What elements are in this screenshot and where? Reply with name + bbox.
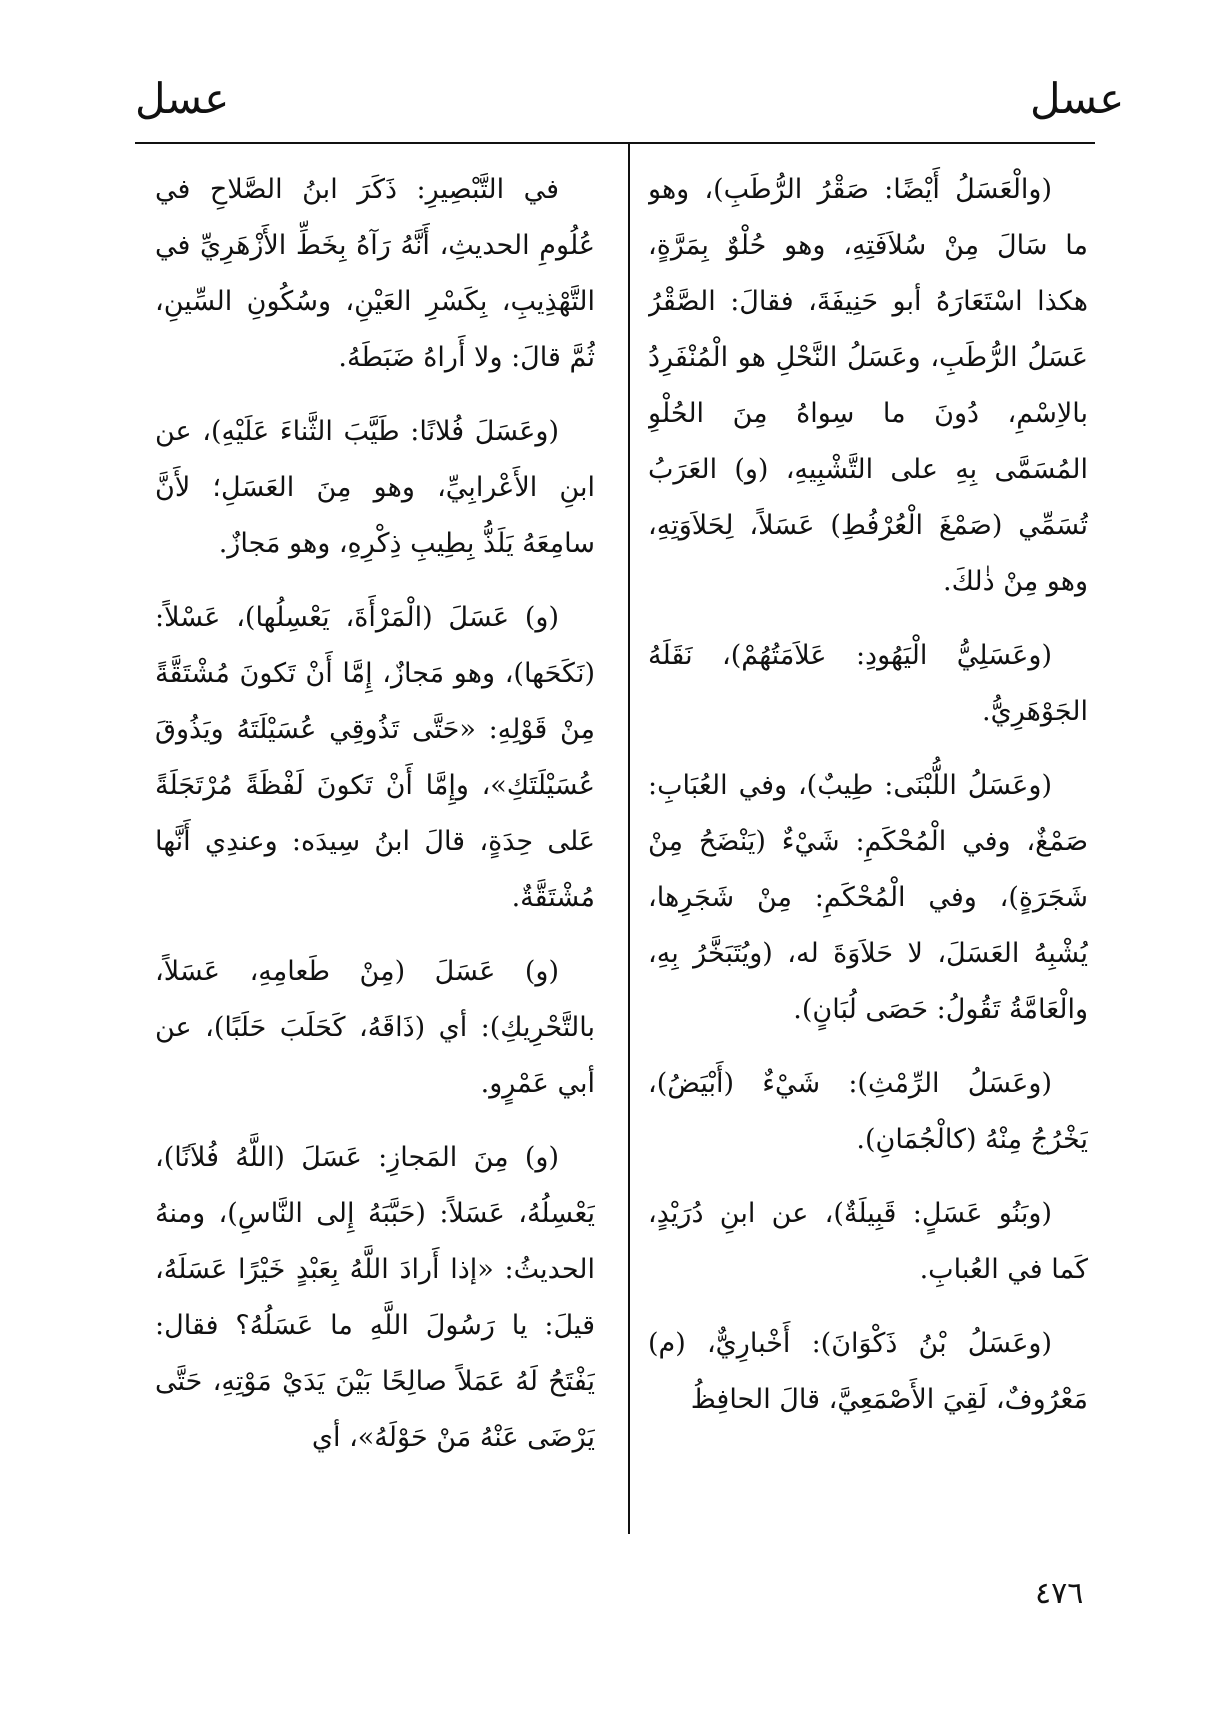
paragraph: (وعَسَلَ فُلانًا: طَيَّبَ الثَّناءَ عَلَيْهِ)، عن ابنِ الأَعْرابِيِّ، وهو مِنَ العَسَلِ؛ لأَنَّ سامِعَهُ يَلَذُّ بِطِيبِ ذِكْرِهِ، وهو مَجازٌ. [155, 416, 595, 559]
header-rule [135, 142, 1095, 144]
paragraph: (والْعَسَلُ أَيْضًا: صَقْرُ الرُّطَبِ)، وهو ما سَالَ مِنْ سُلاَفَتِهِ، وهو حُلْوٌ بِمَرَّةٍ، هكذا اسْتَعَارَهُ أبو حَنِيفَةَ، فقالَ: الصَّقْرُ عَسَلُ الرُّطَبِ، وعَسَلُ النَّحْلِ هو الْمُنْفَرِدُ بالاِسْمِ، دُونَ ما سِواهُ مِنَ الحُلْوِ المُسَمَّى بِهِ على التَّشْبِيهِ، (و) العَرَبُ تُسَمِّي (صَمْغَ الْعُرْفُطِ) عَسَلاً، لِحَلاَوَتِهِ، وهو مِنْ ذٰلكَ. [648, 174, 1088, 597]
paragraph: (وعَسَلُ الرِّمْثِ): شَيْءٌ (أَبْيَضُ)، يَخْرُجُ مِنْهُ (كالْجُمَانِ). [648, 1068, 1088, 1155]
paragraph: (و) عَسَلَ (الْمَرْأَةَ، يَعْسِلُها)، عَسْلاً: (نَكَحَها)، وهو مَجازٌ، إِمَّا أَنْ تَكونَ مُشْتَقَّةً مِنْ قَوْلِهِ: «حَتَّى تَذُوقِي عُسَيْلَتَهُ ويَذُوقَ عُسَيْلَتَكِ»، وإِمَّا أَنْ تَكونَ لَفْظَةً مُرْتَجَلَةً عَلى حِدَةٍ، قالَ ابنُ سِيدَه: وعندِي أَنَّها مُشْتَقَّةٌ. [155, 602, 595, 913]
left-column [155, 162, 595, 1562]
paragraph: (وعَسَلُ اللُّبْنَى: طِيبٌ)، وفي العُبَابِ: صَمْغٌ، وفي الْمُحْكَمِ: شَيْءٌ (يَنْضَحُ مِنْ شَجَرَةٍ)، وفي الْمُحْكَمِ: مِنْ شَجَرِها، يُشْبِهُ العَسَلَ، لا حَلاَوَةَ له، (ويُتَبَخَّرُ بِهِ، والْعَامَّةُ تَقُولُ: حَصَى لُبَانٍ). [648, 770, 1088, 1025]
column-divider [628, 142, 630, 1534]
paragraph: (و) عَسَلَ (مِنْ طَعامِهِ، عَسَلاً، بالتَّحْرِيكِ): أي (ذَاقَهُ، كَحَلَبَ حَلَبًا)، عن أبي عَمْرٍو. [155, 956, 595, 1099]
paragraph: (و) مِنَ المَجازِ: عَسَلَ (اللَّهُ فُلاَنًا)، يَعْسِلُهُ، عَسَلاً: (حَبَّبَهُ إِلى النَّاسِ)، ومنهُ الحديثُ: «إذا أَرادَ اللَّهُ بِعَبْدٍ خَيْرًا عَسَلَهُ، قيلَ: يا رَسُولَ اللَّهِ ما عَسَلُهُ؟ فقال: يَفْتَحُ لَهُ عَمَلاً صالِحًا بَيْنَ يَدَيْ مَوْتِهِ، حَتَّى يَرْضَى عَنْهُ مَنْ حَوْلَهُ»، أي [155, 1142, 595, 1453]
header-word-right: عسل [1030, 74, 1125, 123]
paragraph: في التَّبْصِيرِ: ذَكَرَ ابنُ الصَّلاحِ في عُلُومِ الحديثِ، أَنَّهُ رَآهُ بِخَطِّ الأَزْهَرِيِّ في التَّهْذِيبِ، بِكَسْرِ العَيْنِ، وسُكُونِ السِّينِ، ثُمَّ قالَ: ولا أَراهُ ضَبَطَهُ. [155, 174, 595, 373]
header-word-left: عسل [135, 74, 230, 123]
paragraph: (وعَسَلِيُّ الْيَهُودِ: عَلاَمَتُهُمْ)، نَقَلَهُ الجَوْهَرِيُّ. [648, 640, 1088, 727]
right-column [648, 162, 1088, 1562]
paragraph: (وبَنُو عَسَلٍ: قَبِيلَةٌ)، عن ابنِ دُرَيْدٍ، كَما في العُبابِ. [648, 1198, 1088, 1285]
paragraph: (وعَسَلُ بْنُ ذَكْوَانَ): أَخْبارِيٌّ، (م) مَعْرُوفٌ، لَقِيَ الأَصْمَعِيَّ، قالَ الحافِظُ [648, 1328, 1088, 1415]
page-number: ٤٧٦ [1035, 1576, 1084, 1611]
